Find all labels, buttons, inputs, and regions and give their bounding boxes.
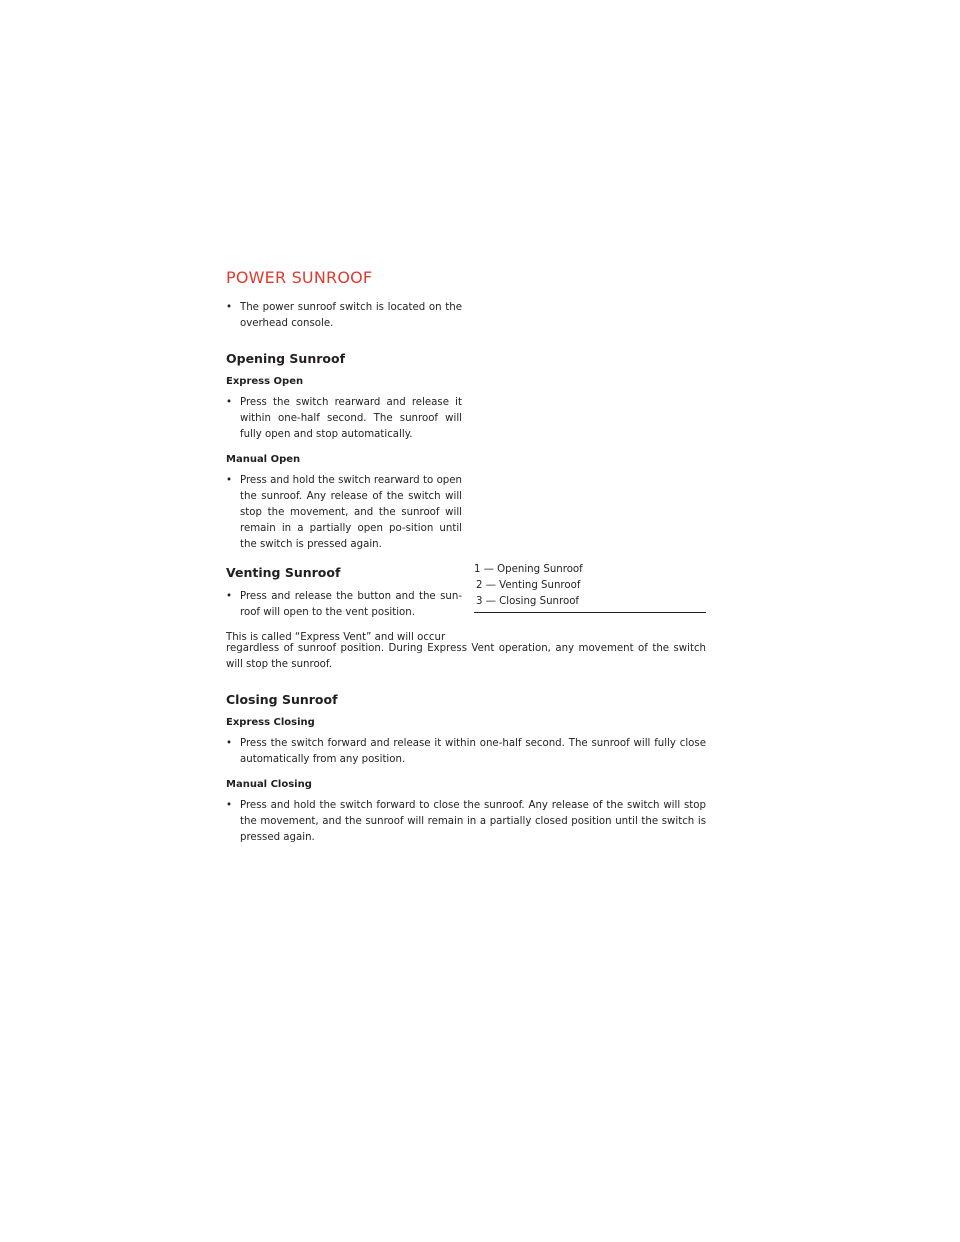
caption-item-2: 2 — Venting Sunroof: [476, 580, 581, 591]
express-open-heading: Express Open: [226, 376, 304, 387]
express-closing-text: Press the switch forward and release it within one-half second. The sunroof will fully close automatically from any position.: [240, 738, 706, 765]
manual-open-heading: Manual Open: [226, 454, 301, 465]
opening-heading: Opening Sunroof: [226, 351, 346, 366]
closing-heading: Closing Sunroof: [226, 692, 338, 707]
bullet-icon: •: [226, 591, 233, 602]
figure-caption: [474, 562, 706, 613]
full-width-column: [226, 641, 706, 846]
venting-bullet: [226, 589, 462, 621]
manual-closing-heading: Manual Closing: [226, 779, 312, 790]
express-vent-para-line1: This is called “Express Vent” and will occur: [226, 632, 446, 643]
bullet-icon: •: [226, 475, 233, 486]
venting-heading: Venting Sunroof: [226, 565, 341, 580]
left-column: [226, 300, 462, 646]
bullet-icon: •: [226, 302, 233, 313]
manual-closing-bullet: [226, 798, 706, 846]
bullet-icon: •: [226, 738, 233, 749]
express-open-text: Press the switch rearward and release it within one-half second. The sunroof will fully open and stop automatically.: [240, 397, 462, 440]
bullet-icon: •: [226, 397, 233, 408]
section-title: POWER SUNROOF: [226, 268, 373, 287]
manual-open-text: Press and hold the switch rearward to open the sunroof. Any release of the switch will stop the movement, and the sunroof will remain in a partially open po-sition until the switch is pressed again.: [240, 475, 462, 550]
express-closing-bullet: [226, 736, 706, 768]
express-open-bullet: [226, 395, 462, 443]
manual-open-bullet: [226, 473, 462, 553]
manual-closing-text: Press and hold the switch forward to close the sunroof. Any release of the switch will stop the movement, and the sunroof will remain in a partially closed position until the switch is pressed again.: [240, 800, 706, 843]
bullet-icon: •: [226, 800, 233, 811]
caption-item-3: 3 — Closing Sunroof: [476, 596, 580, 607]
intro-bullet-text: The power sunroof switch is located on the overhead console.: [240, 302, 462, 329]
express-closing-heading: Express Closing: [226, 717, 315, 728]
intro-bullet: [226, 300, 462, 332]
caption-item-1: 1 — Opening Sunroof: [474, 564, 583, 575]
venting-bullet-text: Press and release the button and the sun-roof will open to the vent position.: [240, 591, 462, 618]
express-vent-para-rest: regardless of sunroof position. During Express Vent operation, any movement of the switch will stop the sunroof.: [226, 643, 706, 670]
